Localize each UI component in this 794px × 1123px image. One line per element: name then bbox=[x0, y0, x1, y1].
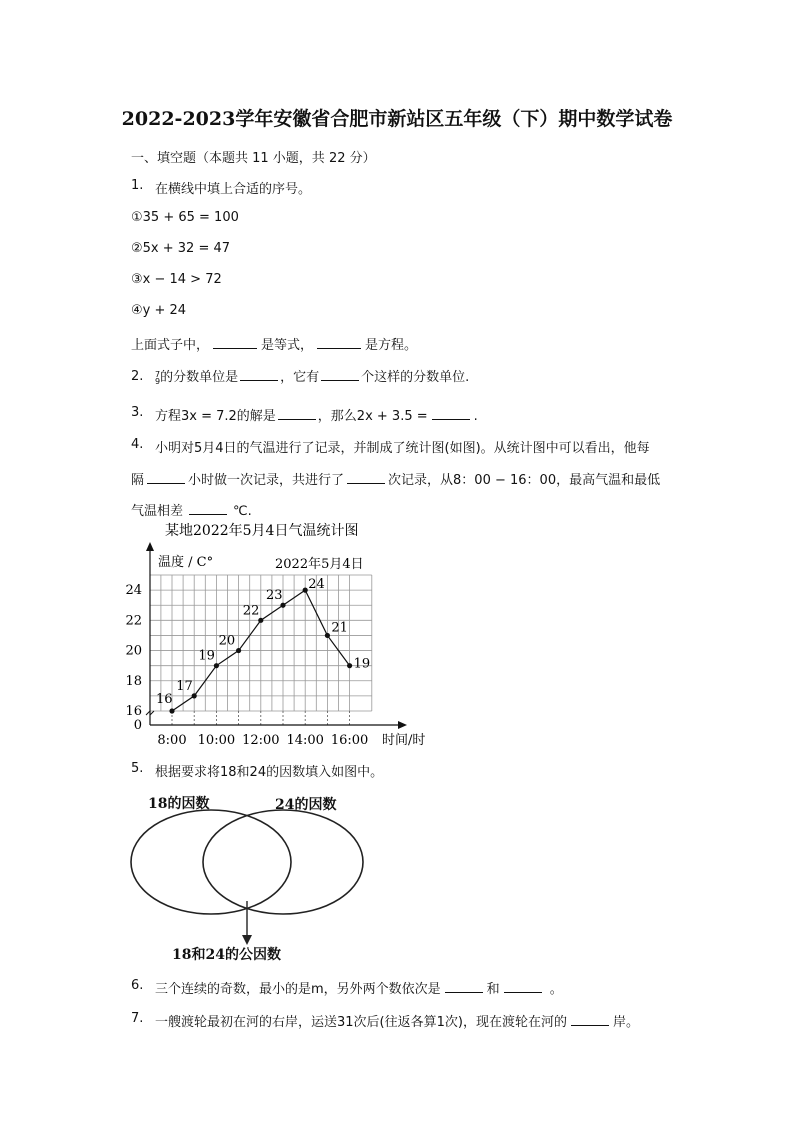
data-point bbox=[280, 603, 285, 608]
q1-item-2: ②5x + 32 = 47 bbox=[131, 241, 231, 256]
q4-line3-b: ℃. bbox=[233, 504, 252, 519]
q1-item-3: ③x − 14 > 72 bbox=[131, 272, 222, 287]
data-point bbox=[347, 663, 352, 668]
q2-text-b: ，它有 bbox=[280, 370, 320, 385]
q4-number: 4. bbox=[131, 437, 144, 452]
q7-text-b: 岸。 bbox=[612, 1015, 639, 1030]
q3-line bbox=[155, 405, 478, 424]
q1-answer-line bbox=[131, 334, 417, 353]
chart-xlabel: 时间/时 bbox=[382, 733, 426, 748]
data-label: 17 bbox=[176, 678, 193, 694]
q2-frac-num: 7 bbox=[155, 369, 161, 379]
q4-line2-c: 次记录，从8：00 − 16：00，最高气温和最低 bbox=[388, 473, 661, 488]
q2-text-a: 的分数单位是 bbox=[160, 370, 239, 385]
venn-bottom-label: 18和24的公因数 bbox=[172, 947, 281, 963]
chart-subtitle: 2022年5月4日 bbox=[275, 557, 364, 572]
data-label: 23 bbox=[266, 588, 283, 604]
data-point bbox=[258, 618, 263, 623]
y-tick-label: 18 bbox=[125, 673, 142, 689]
data-point bbox=[169, 708, 174, 713]
q2-line bbox=[155, 366, 469, 385]
q3-blank-1[interactable] bbox=[278, 407, 316, 420]
y-tick-label: 22 bbox=[125, 613, 142, 629]
q4-line1: 小明对5月4日的气温进行了记录，并制成了统计图(如图)。从统计图中可以看出，他每 bbox=[155, 441, 650, 456]
q2-frac-den: 9 bbox=[155, 376, 161, 386]
data-point bbox=[192, 693, 197, 698]
y-tick-label: 0 bbox=[133, 718, 142, 733]
venn-left-label: 18的因数 bbox=[148, 796, 210, 812]
q1-item-4: ④y + 24 bbox=[131, 303, 187, 318]
q4-line3-a: 气温相差 bbox=[131, 504, 184, 519]
q2-number: 2. bbox=[131, 369, 144, 384]
data-point bbox=[325, 633, 330, 638]
data-label: 22 bbox=[242, 603, 260, 619]
data-point bbox=[214, 663, 219, 668]
q6-blank-2[interactable] bbox=[504, 980, 542, 993]
q4-blank-3[interactable] bbox=[189, 502, 227, 515]
q3-text-b: ，那么2x + 3.5 = bbox=[317, 409, 428, 424]
chart-title: 某地2022年5月4日气温统计图 bbox=[165, 523, 359, 539]
q1-blank-1[interactable] bbox=[213, 336, 257, 349]
q1-ans-c: 是方程。 bbox=[365, 338, 418, 353]
q2-text-c: 个这样的分数单位. bbox=[361, 370, 470, 385]
x-tick-label: 8:00 bbox=[157, 733, 187, 748]
q1-text: 在横线中填上合适的序号。 bbox=[155, 182, 312, 197]
y-tick-label: 24 bbox=[125, 583, 142, 599]
data-label: 20 bbox=[218, 633, 236, 649]
q4-line2-a: 隔 bbox=[131, 473, 145, 488]
temperature-line-chart bbox=[120, 515, 450, 755]
q6-text-b: 和 bbox=[486, 982, 500, 997]
q6-text-a: 三个连续的奇数，最小的是m，另外两个数依次是 bbox=[155, 982, 441, 997]
x-tick-label: 14:00 bbox=[286, 733, 324, 748]
axis-break bbox=[146, 711, 154, 715]
data-label: 19 bbox=[353, 656, 371, 672]
venn-left-circle bbox=[131, 810, 291, 914]
q5-number: 5. bbox=[131, 761, 144, 776]
q1-blank-2[interactable] bbox=[317, 336, 361, 349]
q3-blank-2[interactable] bbox=[432, 407, 470, 420]
data-point bbox=[236, 648, 241, 653]
q7-text-a: 一艘渡轮最初在河的右岸，运送31次后(往返各算1次)，现在渡轮在河的 bbox=[155, 1015, 567, 1030]
q2-blank-1[interactable] bbox=[240, 368, 278, 381]
page-title: 2022-2023学年安徽省合肥市新站区五年级（下）期中数学试卷 bbox=[121, 108, 673, 130]
x-tick-label: 16:00 bbox=[330, 733, 369, 748]
data-label: 16 bbox=[156, 692, 173, 707]
x-tick-label: 12:00 bbox=[242, 733, 280, 748]
q2-blank-2[interactable] bbox=[321, 368, 359, 381]
q3-text-a: 方程3x = 7.2的解是 bbox=[155, 409, 276, 424]
data-label: 24 bbox=[308, 577, 325, 593]
q7-number: 7. bbox=[131, 1011, 144, 1026]
q6-blank-1[interactable] bbox=[445, 980, 483, 993]
q4-line2 bbox=[131, 469, 660, 488]
chart-ylabel: 温度 / C° bbox=[158, 555, 214, 570]
q7-blank-1[interactable] bbox=[571, 1013, 609, 1026]
q4-line2-b: 小时做一次记录，共进行了 bbox=[188, 473, 345, 488]
y-tick-label: 20 bbox=[125, 643, 142, 659]
data-point bbox=[303, 588, 308, 593]
q7-line bbox=[155, 1011, 639, 1030]
data-label: 19 bbox=[198, 648, 215, 664]
y-tick-label: 16 bbox=[125, 704, 142, 719]
venn-right-circle bbox=[203, 810, 363, 914]
q6-line bbox=[155, 978, 563, 997]
q6-number: 6. bbox=[131, 978, 144, 993]
section-heading: 一、填空题（本题共 11 小题，共 22 分） bbox=[131, 151, 376, 166]
q5-text: 根据要求将18和24的因数填入如图中。 bbox=[155, 765, 384, 780]
q1-ans-b: 是等式， bbox=[261, 338, 314, 353]
q4-blank-1[interactable] bbox=[147, 471, 185, 484]
q1-item-1: ①35 + 65 = 100 bbox=[131, 210, 239, 225]
q6-text-c: 。 bbox=[549, 982, 563, 997]
x-axis-arrow bbox=[398, 721, 407, 729]
q1-number: 1. bbox=[131, 178, 144, 193]
y-axis-arrow bbox=[146, 542, 154, 551]
x-tick-label: 10:00 bbox=[197, 733, 236, 748]
q4-blank-2[interactable] bbox=[347, 471, 385, 484]
venn-right-label: 24的因数 bbox=[275, 797, 337, 813]
q3-number: 3. bbox=[131, 405, 144, 420]
chart-series bbox=[156, 577, 370, 713]
q1-ans-a: 上面式子中， bbox=[131, 338, 210, 353]
q3-text-c: . bbox=[473, 409, 478, 424]
data-label: 21 bbox=[331, 620, 348, 636]
